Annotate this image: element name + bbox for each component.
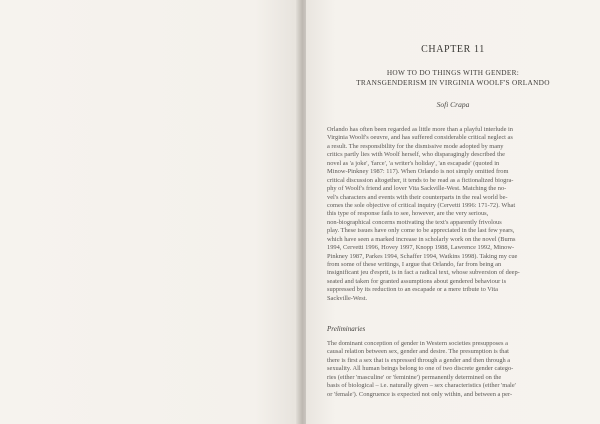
text-line: Sackville-West. [327,294,368,302]
text-line: causal relation between sex, gender and desire. The presumption is that [327,348,509,356]
text-line: 1994, Cervetti 1996, Hovey 1997, Knopp 1988, Lawrence 1992, Minow- [327,244,515,252]
text-line: phy of Woolf's friend and lover Vita Sackville-West. Matching the no- [327,185,507,193]
text-line: insignificant jeu d'esprit, is in fact a radical text, whose subversion of deep- [327,269,520,277]
right-page [306,0,600,424]
text-line: vel's characters and events with their counterparts in the real world be- [327,193,508,201]
text-line: suppressed by its reduction to an escapade or a mere tribute to Vita [327,286,498,294]
text-line: there is first a sex that is expressed through a gender and then through a [327,356,511,364]
text-line: a result. The responsibility for the dismissive mode adopted by many [327,142,504,150]
chapter-title-line: HOW TO DO THINGS WITH GENDER: [386,68,520,77]
section-heading: Preliminaries [327,325,366,333]
text-line: Virginia Woolf's oeuvre, and has suffered considerable critical neglect as [327,134,513,142]
text-line: critical discussion altogether, it tends to be read as a fictionalized biogra- [327,176,514,184]
text-line: basis of biological – i.e. naturally given – sex characteristics (either 'male' [327,382,516,390]
text-line: critics partly lies with Woolf herself, who disparagingly described the [327,151,505,159]
text-line: non-biographical concerns motivating the text's apparently frivolous [327,218,502,226]
text-line: ries (either 'masculine' or 'feminine') permanently determined on the [327,373,502,381]
body-paragraph-2 [327,340,582,399]
text-line: this type of response fails to see, however, are the very serious, [327,210,489,218]
text-line: Minow-Pinkney 1987: 117). When Orlando is not simply omitted from [327,168,509,176]
text-line: sexuality. All human beings belong to one of two discrete gender catego- [327,365,514,373]
chapter-title [306,68,600,88]
text-line: from some of these writings, I argue that Orlando, far from being an [327,261,502,268]
text-line: which have seen a marked increase in scholarly work on the novel (Burns [327,235,516,243]
text-line: seated and taken for granted assumptions about gendered behaviour is [327,277,507,285]
author-name: Sofi Crapa [436,100,470,109]
text-line: Orlando has often been regarded as little more than a playful interlude in [327,126,513,133]
text-line: play. These issues have only come to be appreciated in the last few years, [327,227,515,235]
text-line: comes the sole objective of critical inquiry (Cervetti 1996: 171-72). What [327,201,516,209]
text-line: Pinkney 1987, Parkes 1994, Schaffer 1994, Watkins 1998). Taking my cue [327,252,518,260]
body-paragraph-1 [327,126,582,303]
text-line: or 'female'). Congruence is expected not only within, and between a per- [327,390,513,398]
chapter-title-line: TRANSGENDERISM IN VIRGINIA WOOLF'S ORLANDO [356,78,550,87]
chapter-label: CHAPTER 11 [421,44,485,55]
text-line: novel as 'a joke', 'farce', 'a writer's holiday', 'an escapade' (quoted in [327,159,500,167]
text-line: The dominant conception of gender in Western societies presupposes a [327,340,508,347]
